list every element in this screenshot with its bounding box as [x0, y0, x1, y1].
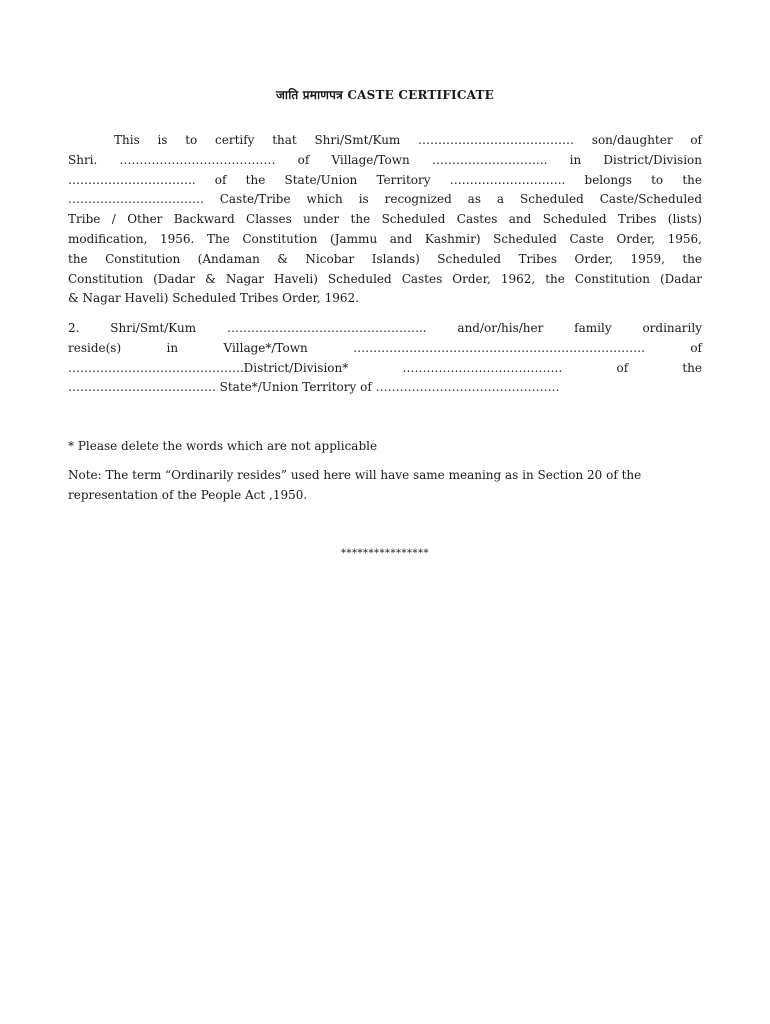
- paragraph-line: the Constitution (Andaman & Nicobar Islands) Scheduled Tribes Order, 1959, the: [68, 251, 702, 266]
- paragraph-line: & Nagar Haveli) Scheduled Tribes Order, 1962.: [68, 291, 359, 306]
- paragraph-line: ………………………….. of the State/Union Territory ……………………….. belongs to the: [68, 172, 702, 187]
- certificate-title: जाति प्रमाणपत्र CASTE CERTIFICATE: [276, 88, 494, 102]
- certification-paragraph: [68, 131, 702, 309]
- paragraph-line: ………………………………. State*/Union Territory of ……………………………………….: [68, 380, 560, 395]
- paragraph-line: Constitution (Dadar & Nagar Haveli) Scheduled Castes Order, 1962, the Constitution (Dadar: [68, 271, 702, 286]
- paragraph-line: Tribe / Other Backward Classes under the Scheduled Castes and Scheduled Tribes (lists): [68, 212, 702, 227]
- residence-paragraph: [68, 319, 702, 398]
- paragraph-line: 2. Shri/Smt/Kum ………………………………………….. and/or/his/her family ordinarily: [68, 321, 702, 335]
- paragraph-line: ……………………………………..District/Division* …………………………………. of the: [68, 360, 702, 375]
- paragraph-line: modification, 1956. The Constitution (Jammu and Kashmir) Scheduled Caste Order, 1956,: [68, 231, 702, 246]
- note-paragraph: [68, 466, 702, 506]
- footnote-text: * Please delete the words which are not applicable: [68, 439, 378, 453]
- paragraph-line: Shri. ………………………………… of Village/Town ……………………….. in District/Division: [68, 152, 702, 167]
- paragraph-line: ……………………………. Caste/Tribe which is recognized as a Scheduled Caste/Scheduled: [68, 192, 702, 207]
- paragraph-line: reside(s) in Village*/Town ………………………………………………………………. of: [68, 340, 702, 355]
- note-line: representation of the People Act ,1950.: [68, 487, 308, 502]
- end-marker: ****************: [341, 548, 429, 559]
- note-line: Note: The term “Ordinarily resides” used here will have same meaning as in Section 20 of the: [68, 468, 642, 482]
- paragraph-line: This is to certify that Shri/Smt/Kum ………………………………… son/daughter of: [114, 133, 702, 147]
